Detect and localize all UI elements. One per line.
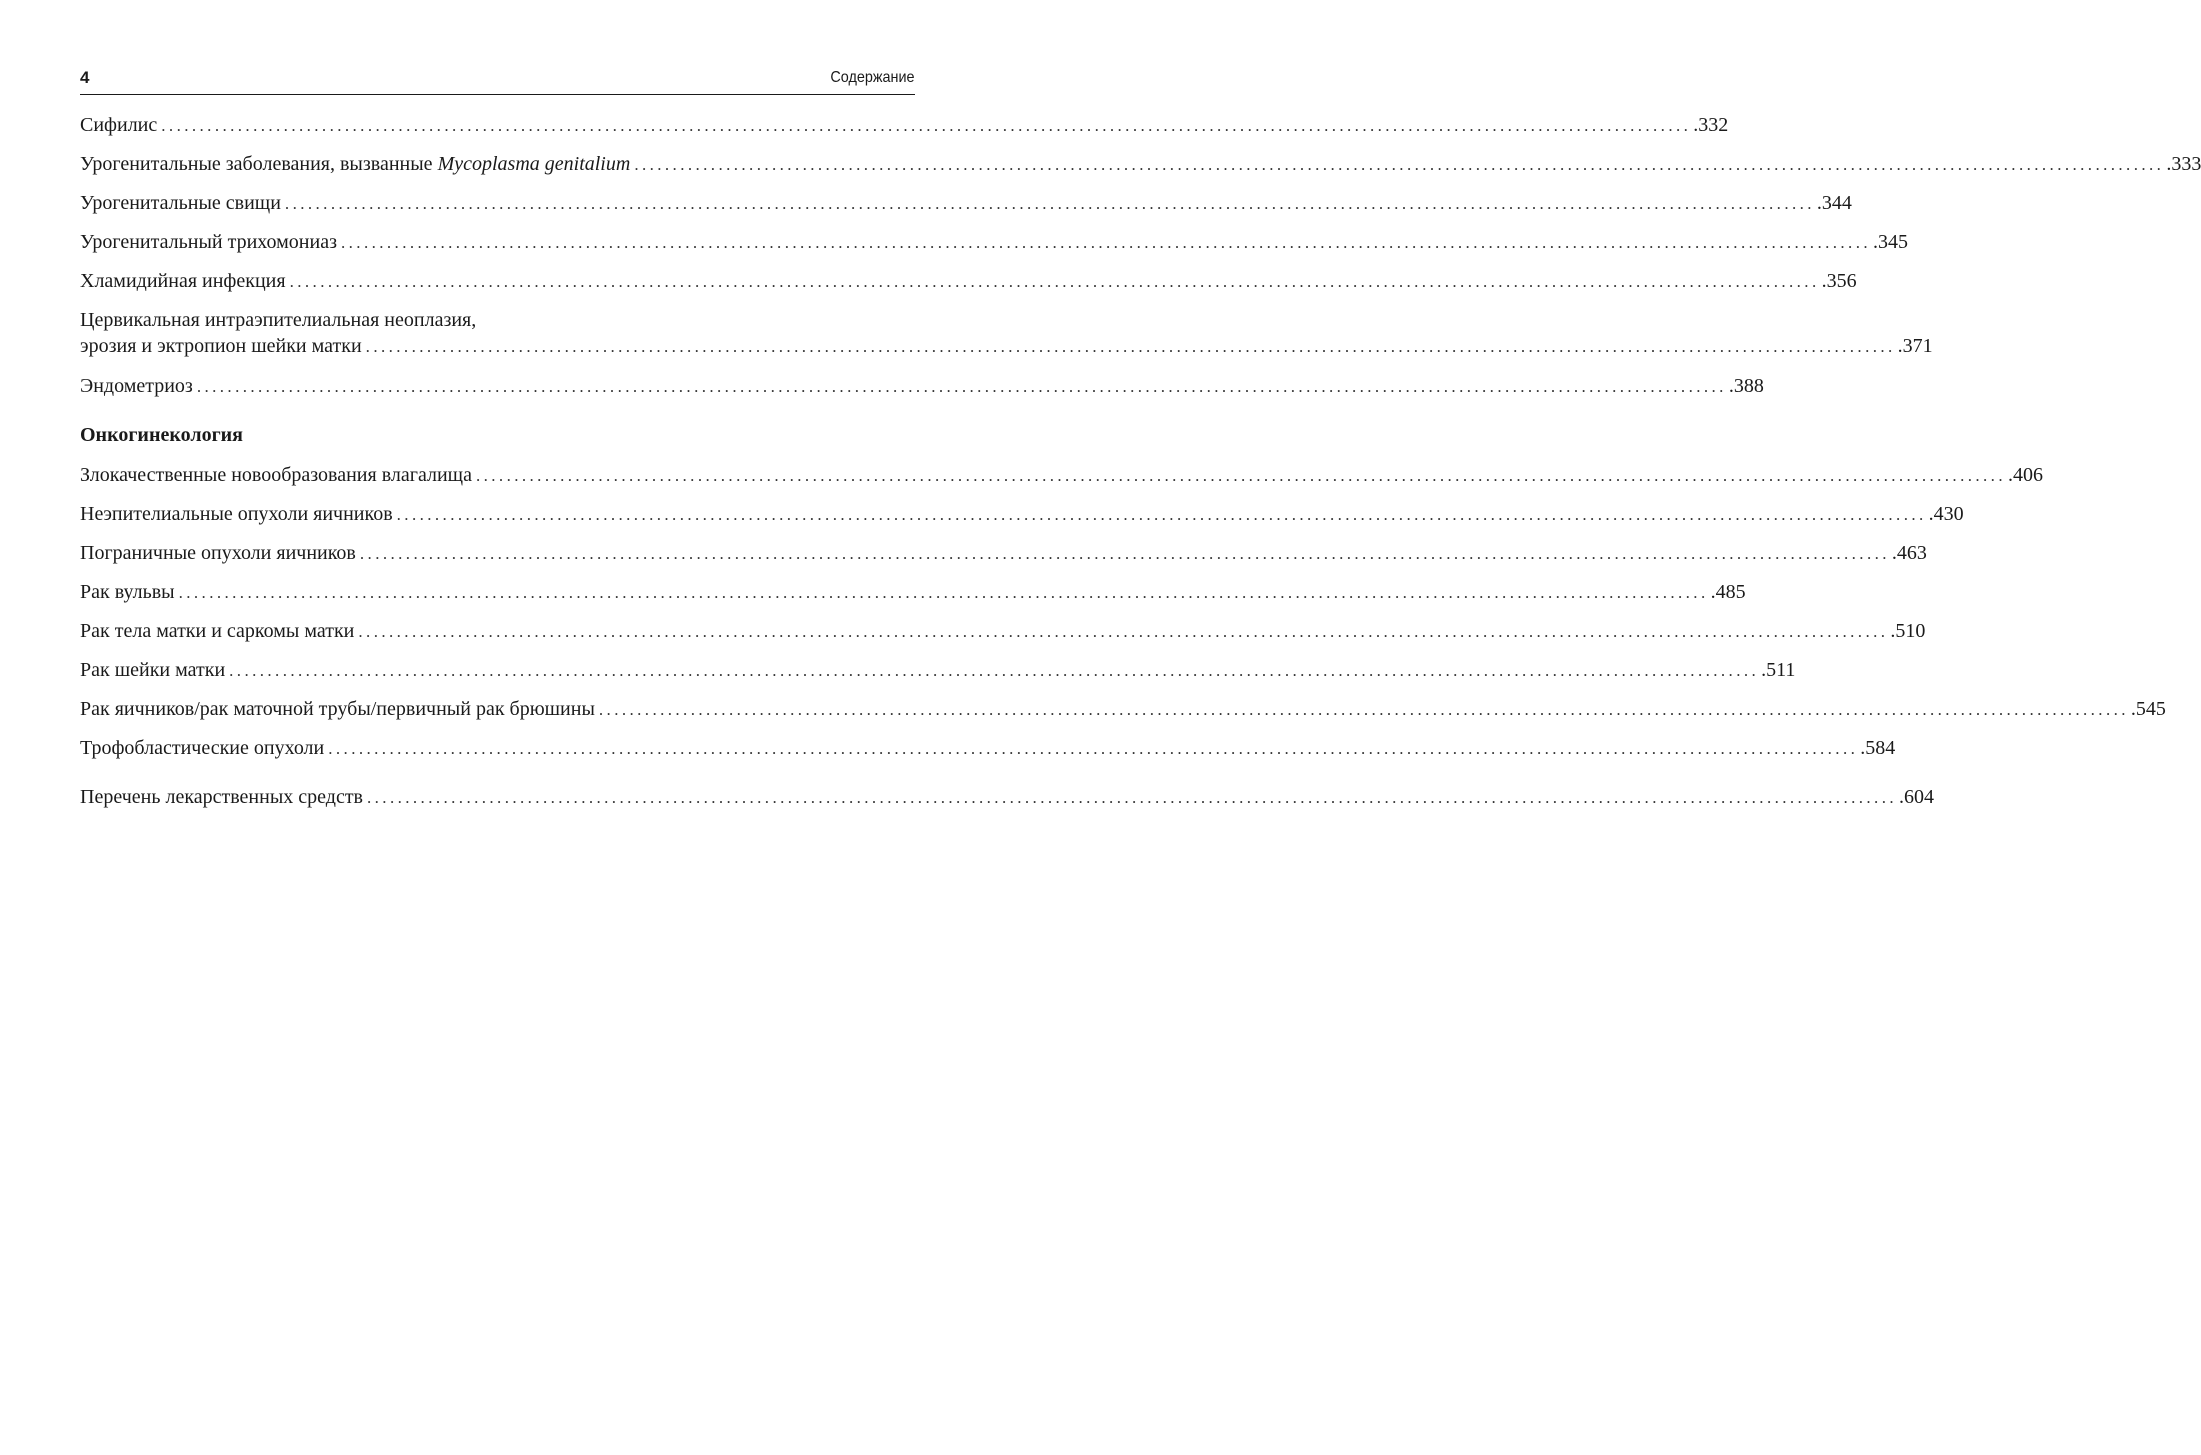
toc-entry-page: .463 bbox=[1891, 542, 1927, 564]
toc-entry-page: .511 bbox=[1761, 659, 1796, 681]
dot-leader: ........................................................................................................................................................................................................ bbox=[365, 337, 1896, 356]
toc-entry[interactable] bbox=[80, 618, 1926, 657]
toc-entry-title: Неэпителиальные опухоли яичников bbox=[80, 503, 393, 525]
toc-entry[interactable] bbox=[80, 190, 1852, 229]
section-heading: Онкогинекология bbox=[80, 424, 243, 446]
page-number: 4 bbox=[80, 68, 90, 87]
toc-entry[interactable] bbox=[80, 462, 2043, 501]
toc-entry-title: Трофобластические опухоли bbox=[80, 737, 325, 759]
dot-leader: ........................................................................................................................................................................................................ bbox=[358, 622, 1889, 641]
toc-entry[interactable] bbox=[80, 229, 1908, 268]
toc-entry-title bbox=[80, 151, 634, 177]
toc-entry-page: .332 bbox=[1693, 114, 1729, 136]
toc-entry[interactable] bbox=[80, 501, 1964, 540]
toc-entry-title: Рак шейки матки bbox=[80, 659, 226, 681]
toc-entry[interactable] bbox=[80, 540, 1927, 579]
toc-entry[interactable] bbox=[80, 696, 2166, 735]
toc-entry[interactable] bbox=[80, 657, 1796, 696]
dot-leader: ........................................................................................................................................................................................................ bbox=[367, 788, 1897, 807]
toc-entry-title: Эндометриоз bbox=[80, 375, 193, 397]
toc-entry-page: .344 bbox=[1816, 192, 1852, 214]
toc-entry-page: .584 bbox=[1860, 737, 1896, 759]
dot-leader: ........................................................................................................................................................................................................ bbox=[598, 700, 2129, 719]
dot-leader: ........................................................................................................................................................................................................ bbox=[475, 466, 2006, 485]
toc-entry-page: .510 bbox=[1890, 620, 1926, 642]
toc-entry[interactable] bbox=[80, 579, 1746, 618]
dot-leader: ........................................................................................................................................................................................................ bbox=[359, 544, 1890, 563]
toc-entry[interactable] bbox=[80, 268, 1857, 307]
toc-entry-title: Пограничные опухоли яичников bbox=[80, 542, 356, 564]
toc-entry-title: Урогенитальный трихомониаз bbox=[80, 231, 337, 253]
toc-entry-page: .430 bbox=[1928, 503, 1964, 525]
toc-entry[interactable] bbox=[80, 373, 1764, 412]
toc-entry-page: .388 bbox=[1728, 375, 1764, 397]
running-title: Содержание bbox=[830, 69, 915, 86]
table-of-contents bbox=[80, 112, 2201, 823]
toc-entry[interactable] bbox=[80, 784, 1934, 823]
toc-entry-title: Сифилис bbox=[80, 114, 158, 136]
toc-entry-title: Перечень лекарственных средств bbox=[80, 786, 363, 808]
toc-entry-title: Урогенитальные свищи bbox=[80, 192, 281, 214]
dot-leader: ........................................................................................................................................................................................................ bbox=[284, 194, 1815, 213]
toc-entry-page: .345 bbox=[1873, 231, 1908, 253]
toc-entry-title: Рак вульвы bbox=[80, 581, 175, 603]
toc-entry-title-line2: эрозия и эктропион шейки матки bbox=[80, 335, 362, 357]
toc-entry-title-line1: Цервикальная интраэпителиальная неоплазия, bbox=[80, 309, 477, 331]
toc-entry-page: .604 bbox=[1899, 786, 1934, 808]
toc-entry-page: .406 bbox=[2007, 464, 2043, 486]
dot-leader: ........................................................................................................................................................................................................ bbox=[178, 583, 1709, 602]
toc-entry-title: Злокачественные новообразования влагалища bbox=[80, 464, 472, 486]
toc-entry-page: .333 bbox=[2166, 153, 2201, 175]
toc-entry-page: .371 bbox=[1897, 335, 1933, 357]
toc-entry-title-italic: Mycoplasma genitalium bbox=[437, 153, 631, 175]
dot-leader: ........................................................................................................................................................................................................ bbox=[341, 233, 1871, 252]
toc-entry[interactable] bbox=[80, 112, 1729, 151]
toc-entry-title: Хламидийная инфекция bbox=[80, 270, 286, 292]
toc-entry-title: Рак тела матки и саркомы матки bbox=[80, 620, 355, 642]
toc-entry[interactable] bbox=[80, 735, 1896, 774]
dot-leader: ........................................................................................................................................................................................................ bbox=[196, 377, 1727, 396]
toc-entry[interactable] bbox=[80, 307, 1933, 360]
page-header bbox=[80, 66, 915, 95]
dot-leader: ........................................................................................................................................................................................................ bbox=[328, 739, 1859, 758]
dot-leader: ........................................................................................................................................................................................................ bbox=[634, 155, 2165, 174]
toc-entry-title: Рак яичников/рак маточной трубы/первичный рак брюшины bbox=[80, 698, 595, 720]
toc-entry[interactable] bbox=[80, 151, 2201, 190]
toc-entry-page: .485 bbox=[1710, 581, 1746, 603]
toc-entry-page: .356 bbox=[1821, 270, 1857, 292]
dot-leader: ........................................................................................................................................................................................................ bbox=[396, 505, 1927, 524]
toc-entry-page: .545 bbox=[2130, 698, 2166, 720]
dot-leader: ........................................................................................................................................................................................................ bbox=[161, 116, 1692, 135]
toc-entry-title-prefix: Урогенитальные заболевания, вызванные bbox=[80, 153, 438, 175]
dot-leader: ........................................................................................................................................................................................................ bbox=[289, 272, 1820, 291]
dot-leader: ........................................................................................................................................................................................................ bbox=[229, 661, 1760, 680]
